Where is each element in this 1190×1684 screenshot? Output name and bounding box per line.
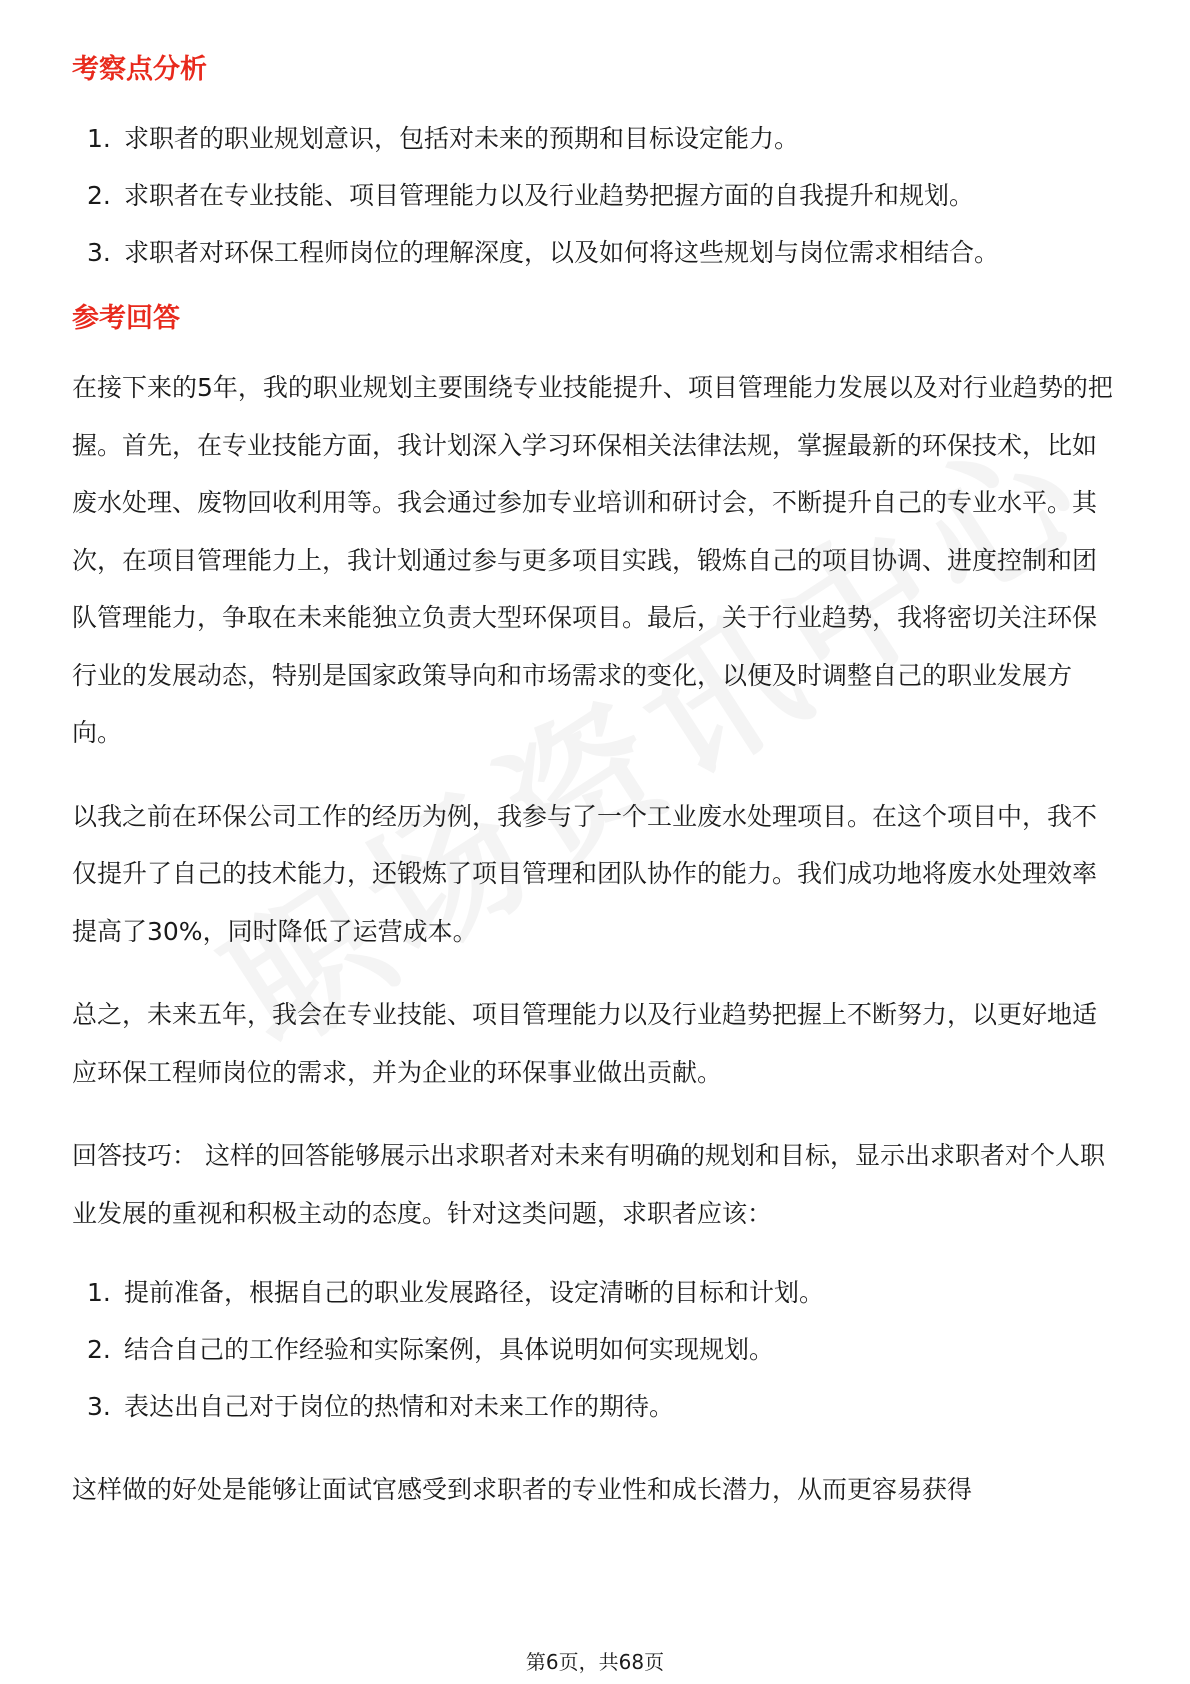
answer-tips-paragraph: 回答技巧： 这样的回答能够展示出求职者对未来有明确的规划和目标，显示出求职者对个人职业发展的重视和积极主动的态度。针对这类问题，求职者应该： <box>72 1141 1105 1228</box>
analysis-list <box>72 110 1118 281</box>
list-text: 求职者在专业技能、项目管理能力以及行业趋势把握方面的自我提升和规划。 <box>124 181 975 210</box>
list-number: 1. <box>87 124 111 153</box>
list-text: 求职者的职业规划意识，包括对未来的预期和目标设定能力。 <box>124 124 800 153</box>
list-text: 结合自己的工作经验和实际案例，具体说明如何实现规划。 <box>124 1335 775 1364</box>
tips-list <box>72 1264 1118 1435</box>
list-text: 表达出自己对于岗位的热情和对未来工作的期待。 <box>124 1392 675 1421</box>
list-item <box>72 110 1118 167</box>
list-item <box>72 224 1118 281</box>
document-page <box>72 50 1118 1519</box>
reference-heading: 参考回答 <box>72 303 180 334</box>
closing-paragraph: 这样做的好处是能够让面试官感受到求职者的专业性和成长潜力，从而更容易获得 <box>72 1475 973 1504</box>
page-number: 第6页，共68页 <box>525 1650 665 1674</box>
list-number: 3. <box>87 238 111 267</box>
list-number: 2. <box>87 1335 111 1364</box>
list-text: 求职者对环保工程师岗位的理解深度，以及如何将这些规划与岗位需求相结合。 <box>124 238 1000 267</box>
list-item <box>72 1378 1118 1435</box>
list-number: 1. <box>87 1278 111 1307</box>
list-number: 3. <box>87 1392 111 1421</box>
list-item <box>72 1264 1118 1321</box>
list-text: 提前准备，根据自己的职业发展路径，设定清晰的目标和计划。 <box>124 1278 825 1307</box>
list-number: 2. <box>87 181 111 210</box>
analysis-heading: 考察点分析 <box>72 54 207 85</box>
list-item <box>72 1321 1118 1378</box>
list-item <box>72 167 1118 224</box>
answer-paragraph: 在接下来的5年，我的职业规划主要围绕专业技能提升、项目管理能力发展以及对行业趋势的把握。首先，在专业技能方面，我计划深入学习环保相关法律法规，掌握最新的环保技术，比如废水处理、废物回收利用等。我会通过参加专业培训和研讨会，不断提升自己的专业水平。其次，在项目管理能力上，我计划通过参与更多项目实践，锻炼自己的项目协调、进度控制和团队管理能力，争取在未来能独立负责大型环保项目。最后，关于行业趋势，我将密切关注环保行业的发展动态，特别是国家政策导向和市场需求的变化，以便及时调整自己的职业发展方向。 <box>72 373 1113 747</box>
answer-paragraph: 总之，未来五年，我会在专业技能、项目管理能力以及行业趋势把握上不断努力，以更好地适应环保工程师岗位的需求，并为企业的环保事业做出贡献。 <box>72 1000 1098 1087</box>
answer-paragraph: 以我之前在环保公司工作的经历为例，我参与了一个工业废水处理项目。在这个项目中，我不仅提升了自己的技术能力，还锻炼了项目管理和团队协作的能力。我们成功地将废水处理效率提高了30%，同时降低了运营成本。 <box>72 801 1098 946</box>
